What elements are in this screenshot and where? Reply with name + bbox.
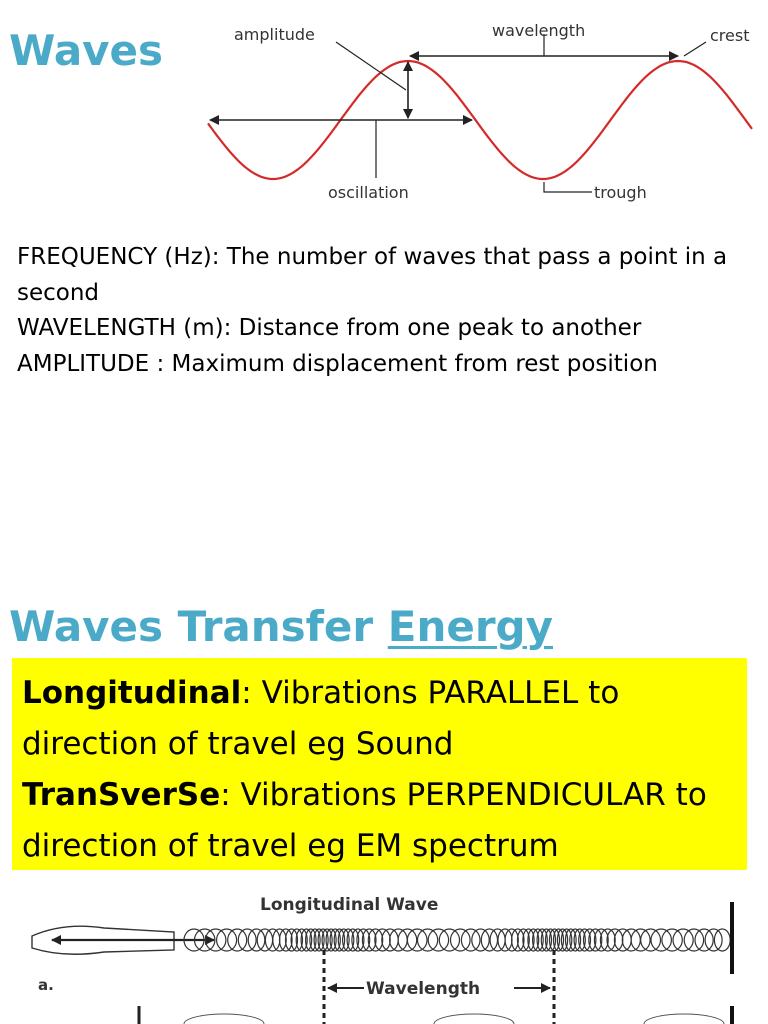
definitions [17, 240, 762, 382]
transverse-term: TranSverSe [22, 777, 221, 813]
spring-coil [451, 929, 471, 951]
lower-coils [184, 1014, 724, 1024]
spring-coil [651, 929, 671, 951]
frequency-definition: FREQUENCY (Hz): The number of waves that pass a point in a second [17, 244, 728, 306]
energy-keyword: Energy [387, 602, 553, 651]
wavelength-definition: WAVELENGTH (m): Distance from one peak to another [17, 315, 642, 341]
crest-label: crest [710, 26, 750, 45]
wave-types-box [12, 658, 747, 870]
amplitude-definition: AMPLITUDE : Maximum displacement from rest position [17, 350, 658, 377]
spring-coil [684, 929, 703, 951]
longitudinal-term: Longitudinal [22, 675, 242, 711]
spring-coil [461, 929, 480, 951]
transverse-wave-diagram [196, 12, 756, 212]
spring-coils [184, 929, 730, 951]
trough-label: trough [594, 183, 647, 202]
oscillation-label: oscillation [328, 183, 409, 202]
longitudinal-wavelength-label: Wavelength [366, 979, 481, 999]
section-title: Waves Transfer Energy [9, 602, 553, 651]
spring-coil [662, 929, 682, 951]
page-title: Waves [9, 26, 164, 75]
spring-coil [217, 929, 237, 951]
spring-coil [673, 929, 693, 951]
panel-label: a. [38, 976, 54, 994]
longitudinal-diagram-title: Longitudinal Wave [260, 895, 439, 915]
longitudinal-definition: Longitudinal: Vibrations PARALLEL to direction of travel eg Sound [22, 675, 620, 762]
longitudinal-wave-diagram [24, 888, 744, 1024]
spring-coil [439, 929, 459, 951]
amplitude-label: amplitude [234, 25, 315, 44]
spring-coil [428, 929, 448, 951]
transverse-definition: TranSverSe: Vibrations PERPENDICULAR to direction of travel eg EM spectrum [22, 777, 707, 864]
wavelength-label: wavelength [492, 21, 586, 40]
